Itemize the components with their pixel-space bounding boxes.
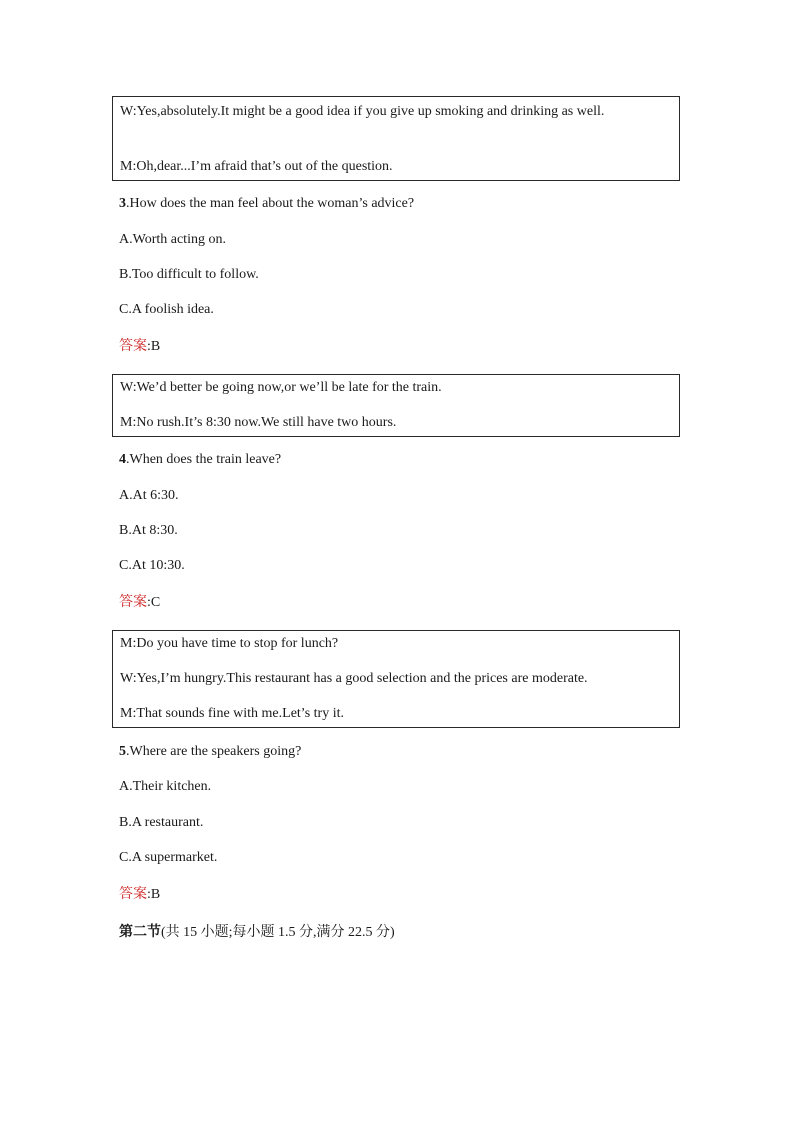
dialogue-box-2 bbox=[112, 374, 680, 437]
answer-line bbox=[119, 886, 160, 904]
dialogue-line: W:We’d better be going now,or we’ll be late for the train. bbox=[120, 380, 442, 395]
question-number: 3 bbox=[119, 196, 126, 211]
option-b: B.Too difficult to follow. bbox=[119, 267, 259, 282]
option-b: B.A restaurant. bbox=[119, 815, 204, 830]
question-number: 4 bbox=[119, 452, 126, 467]
answer-label: 答案 bbox=[119, 595, 147, 610]
dialogue-line: M:That sounds fine with me.Let’s try it. bbox=[120, 706, 344, 721]
answer-label: 答案 bbox=[119, 339, 147, 354]
dialogue-box-3 bbox=[112, 630, 680, 728]
question-text: .How does the man feel about the woman’s advice? bbox=[126, 196, 415, 211]
option-c: C.A foolish idea. bbox=[119, 302, 214, 317]
option-a: A.Worth acting on. bbox=[119, 232, 226, 247]
question-text: .When does the train leave? bbox=[126, 452, 282, 467]
option-c: C.At 10:30. bbox=[119, 558, 185, 573]
answer-value: :B bbox=[147, 887, 161, 902]
dialogue-line: M:Do you have time to stop for lunch? bbox=[120, 636, 339, 651]
section-title: 第二节 bbox=[119, 925, 161, 940]
option-c: C.A supermarket. bbox=[119, 850, 218, 865]
answer-line bbox=[119, 338, 160, 356]
option-b: B.At 8:30. bbox=[119, 523, 178, 538]
question-3 bbox=[119, 195, 414, 213]
option-a: A.At 6:30. bbox=[119, 488, 179, 503]
answer-line bbox=[119, 594, 160, 612]
question-5 bbox=[119, 743, 301, 761]
dialogue-line: M:No rush.It’s 8:30 now.We still have two hours. bbox=[120, 415, 397, 430]
answer-label: 答案 bbox=[119, 887, 147, 902]
dialogue-box-1 bbox=[112, 96, 680, 181]
answer-value: :B bbox=[147, 339, 161, 354]
section-note: (共 15 小题;每小题 1.5 分,满分 22.5 分) bbox=[161, 925, 395, 940]
option-a: A.Their kitchen. bbox=[119, 779, 212, 794]
dialogue-line: W:Yes,absolutely.It might be a good idea if you give up smoking and drinking as well. bbox=[120, 104, 605, 119]
question-text: .Where are the speakers going? bbox=[126, 744, 302, 759]
dialogue-line: W:Yes,I’m hungry.This restaurant has a good selection and the prices are moderate. bbox=[120, 671, 588, 686]
section-heading bbox=[119, 924, 395, 942]
question-4 bbox=[119, 451, 281, 469]
question-number: 5 bbox=[119, 744, 126, 759]
answer-value: :C bbox=[147, 595, 161, 610]
dialogue-line: M:Oh,dear...I’m afraid that’s out of the question. bbox=[120, 159, 393, 174]
